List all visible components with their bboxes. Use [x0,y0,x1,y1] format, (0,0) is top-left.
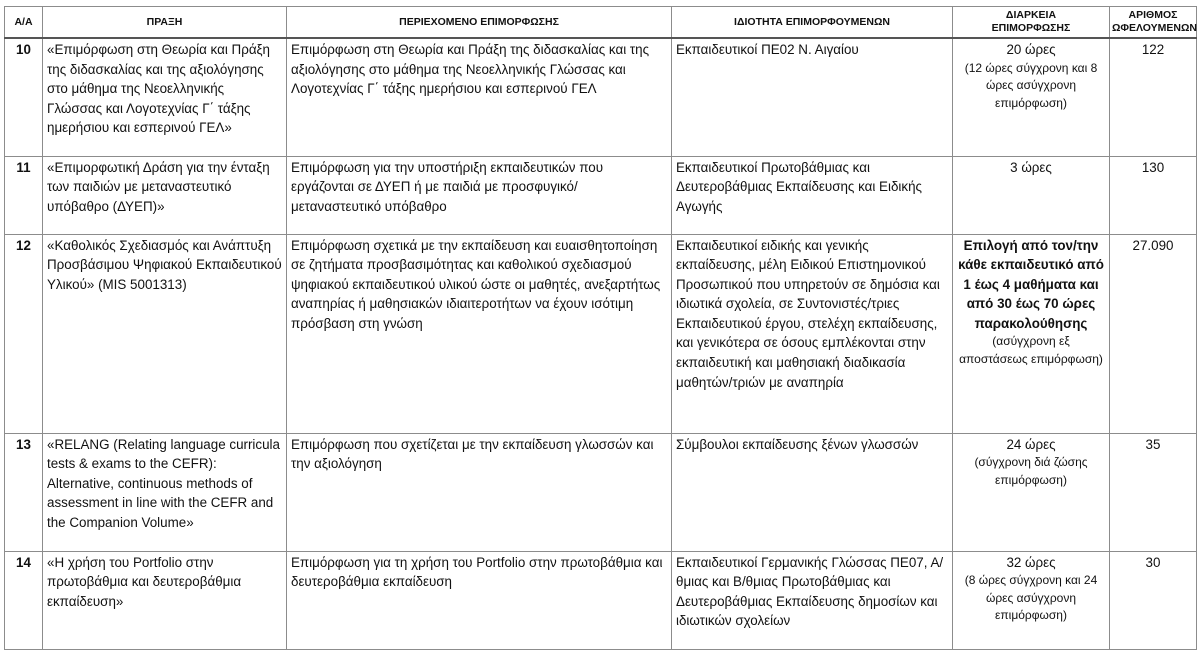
header-count-line1: ΑΡΙΘΜΟΣ [1128,9,1178,21]
table-header [5,7,1197,39]
row-count: 30 [1110,551,1197,649]
row-aa: 12 [5,234,43,433]
table-row [5,38,1197,156]
row-praxi: «RELANG (Relating language curricula tests & exams to the CEFR): Alternative, continuous methods of assessment in line with the CEFR and the Companion Volume» [43,433,287,551]
duration-note: (12 ώρες σύγχρονη και 8 ώρες ασύγχρονη επιμόρφωση) [964,60,1098,110]
row-aa: 14 [5,551,43,649]
row-trainees: Εκπαιδευτικοί Πρωτοβάθμιας και Δευτεροβάθμιας Εκπαίδευσης και Ειδικής Αγωγής [672,156,953,234]
header-duration-line1: ΔΙΑΡΚΕΙΑ [1005,9,1057,21]
row-aa: 11 [5,156,43,234]
row-content: Επιμόρφωση σχετικά με την εκπαίδευση και ευαισθητοποίηση σε ζητήματα προσβασιμότητας και καθολικού σχεδιασμού ψηφιακού εκπαιδευτικού υλικού ώστε οι μαθητές, ανεξαρτήτως αναπηρίας ή μαθησιακών ιδιαιτεροτήτων να έχουν ισότιμη πρόσβαση στη γνώση [287,234,672,433]
row-content: Επιμόρφωση που σχετίζεται με την εκπαίδευση γλωσσών και την αξιολόγηση [287,433,672,551]
row-duration [953,234,1110,433]
duration-main: 3 ώρες [1010,159,1052,175]
row-content: Επιμόρφωση για τη χρήση του Portfolio στην πρωτοβάθμια και δευτεροβάθμια εκπαίδευση [287,551,672,649]
row-count: 122 [1110,38,1197,156]
duration-note: (ασύγχρονη εξ αποστάσεως επιμόρφωση) [959,334,1103,366]
row-praxi: «Η χρήση του Portfolio στην πρωτοβάθμια και δευτεροβάθμια εκπαίδευση» [43,551,287,649]
table-row [5,156,1197,234]
duration-main: 20 ώρες [1006,42,1056,57]
row-duration [953,38,1110,156]
row-praxi: «Επιμόρφωση στη Θεωρία και Πράξη της διδασκαλίας και της αξιολόγησης στο μάθημα της Νεοελληνικής Γλώσσας και Λογοτεχνίας Γ΄ τάξης ημερήσιου και εσπερινού ΓΕΛ» [43,38,287,156]
header-aa: Α/Α [5,7,43,39]
duration-note: (σύγχρονη διά ζώσης επιμόρφωση) [974,455,1088,487]
row-praxi: «Επιμορφωτική Δράση για την ένταξη των παιδιών με μεταναστευτικό υπόβαθρο (ΔΥΕΠ)» [43,156,287,234]
row-aa: 13 [5,433,43,551]
header-praxi: ΠΡΑΞΗ [43,7,287,39]
header-duration [953,7,1110,39]
row-duration [953,156,1110,234]
row-duration [953,433,1110,551]
row-trainees: Εκπαιδευτικοί ειδικής και γενικής εκπαίδευσης, μέλη Ειδικού Επιστημονικού Προσωπικού που υπηρετούν σε δημόσια και ιδιωτικά σχολεία, σε Συντονιστές/τριες Εκπαιδευτικού έργου, στελέχη εκπαίδευσης, και γενικότερα σε όσους εμπλέκονται στην εκπαιδευτική και μαθησιακή διαδικασία μαθητών/τριών με αναπηρία [672,234,953,433]
row-trainees: Σύμβουλοι εκπαίδευσης ξένων γλωσσών [672,433,953,551]
table-row [5,234,1197,433]
row-count: 35 [1110,433,1197,551]
table-row [5,433,1197,551]
header-trainees: ΙΔΙΟΤΗΤΑ ΕΠΙΜΟΡΦΟΥΜΕΝΩΝ [672,7,953,39]
duration-main: Επιλογή από τον/την κάθε εκπαιδευτικό από 1 έως 4 μαθήματα και από 30 έως 70 ώρες παρακολούθησης [958,237,1104,331]
duration-note: (8 ώρες σύγχρονη και 24 ώρες ασύγχρονη επιμόρφωση) [964,573,1098,623]
row-praxi: «Καθολικός Σχεδιασμός και Ανάπτυξη Προσβάσιμου Ψηφιακού Εκπαιδευτικού Υλικού» (MIS 5001313) [43,234,287,433]
row-content: Επιμόρφωση στη Θεωρία και Πράξη της διδασκαλίας και της αξιολόγησης στο μάθημα της Νεοελληνικής Γλώσσας και Λογοτεχνίας Γ΄ τάξης ημερήσιου και εσπερινού ΓΕΛ [287,38,672,156]
row-content: Επιμόρφωση για την υποστήριξη εκπαιδευτικών που εργάζονται σε ΔΥΕΠ ή με παιδιά με προσφυγικό/μεταναστευτικό υπόβαθρο [287,156,672,234]
header-count-line2: ΩΦΕΛΟΥΜΕΝΩΝ [1112,22,1197,34]
row-trainees: Εκπαιδευτικοί ΠΕ02 Ν. Αιγαίου [672,38,953,156]
row-aa: 10 [5,38,43,156]
header-count [1110,7,1197,39]
training-table [4,6,1197,650]
row-trainees: Εκπαιδευτικοί Γερμανικής Γλώσσας ΠΕ07, Α/θμιας και Β/θμιας Πρωτοβάθμιας και Δευτεροβάθμιας Εκπαίδευσης δημοσίων και ιδιωτικών σχολείων [672,551,953,649]
duration-main: 32 ώρες [1006,554,1056,570]
header-content: ΠΕΡΙΕΧΟΜΕΝΟ ΕΠΙΜΟΡΦΩΣΗΣ [287,7,672,39]
table-row [5,551,1197,649]
row-duration [953,551,1110,649]
row-count: 27.090 [1110,234,1197,433]
row-count: 130 [1110,156,1197,234]
duration-main: 24 ώρες [1006,436,1056,452]
header-duration-line2: ΕΠΙΜΟΡΦΩΣΗΣ [991,22,1071,34]
